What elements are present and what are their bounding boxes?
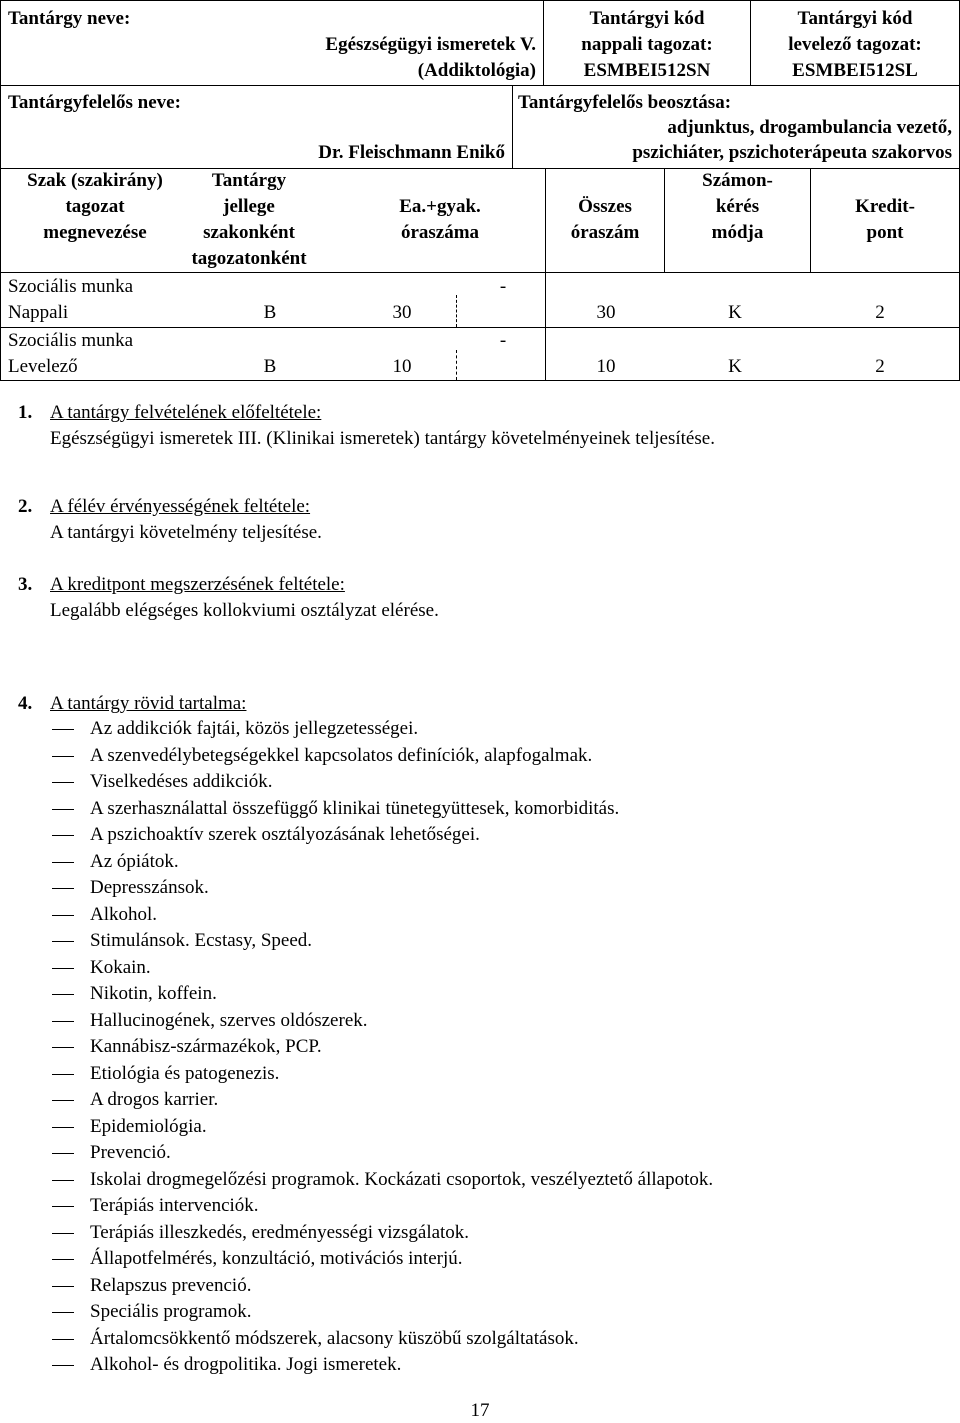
row-2-hours: 10 [392, 356, 412, 377]
col-type-line-1: Tantárgy [211, 170, 287, 191]
position-value: adjunktus, drogambulancia vezető, [667, 117, 952, 138]
section-1-number: 1. [18, 402, 33, 423]
list-item: Ártalomcsökkentő módszerek, alacsony küszöbű szolgáltatások. [52, 1326, 952, 1353]
col-hours-line-1: Ea.+gyak. [399, 196, 481, 217]
col-total-header [546, 194, 664, 246]
section-2 [18, 494, 322, 546]
section-3-body: Legalább elégséges kollokviumi osztályzat elérése. [50, 600, 439, 621]
subject-name-label: Tantárgy neve: [8, 8, 131, 29]
col-exam-line-1: Számon- [702, 170, 773, 191]
list-item: Állapotfelmérés, konzultáció, motivációs interjú. [52, 1246, 952, 1273]
code-day-label: Tantárgyi kód [589, 8, 705, 29]
course-header-table [0, 0, 960, 381]
list-item: Iskolai drogmegelőzési programok. Kockázati csoportok, veszélyeztető állapotok. [52, 1167, 952, 1194]
list-item: Alkohol- és drogpolitika. Jogi ismeretek. [52, 1352, 952, 1379]
list-item: Kannábisz-származékok, PCP. [52, 1034, 952, 1061]
subject-name-value-2: (Addiktológia) [417, 60, 536, 81]
list-item: Alkohol. [52, 902, 952, 929]
col-type-line-4: tagozatonként [191, 248, 307, 269]
section-3-number: 3. [18, 574, 33, 595]
responsible-value: Dr. Fleischmann Enikő [318, 142, 505, 163]
col-total-line-1: Összes [578, 196, 632, 217]
list-item: A szerhasználattal összefüggő klinikai tünetegyüttesek, komorbiditás. [52, 796, 952, 823]
row-1-exam: K [728, 302, 742, 323]
list-item: A drogos karrier. [52, 1087, 952, 1114]
row-1-dash: - [499, 276, 507, 297]
list-item: Prevenció. [52, 1140, 952, 1167]
page-number: 17 [470, 1400, 490, 1421]
col-major-line-2: tagozat [65, 196, 125, 217]
list-item: Depresszánsok. [52, 875, 952, 902]
list-item: Speciális programok. [52, 1299, 952, 1326]
section-2-body: A tantárgyi követelmény teljesítése. [50, 522, 322, 543]
section-2-title: A félév érvényességének feltétele: [50, 496, 311, 517]
row-1-major: Szociális munka [8, 276, 134, 297]
list-item: Relapszus prevenció. [52, 1273, 952, 1300]
list-item: Nikotin, koffein. [52, 981, 952, 1008]
list-item: Viselkedéses addikciók. [52, 769, 952, 796]
list-item: Hallucinogének, szerves oldószerek. [52, 1008, 952, 1035]
code-corr-label: Tantárgyi kód [797, 8, 913, 29]
row-2-exam: K [728, 356, 742, 377]
row-1-type: B [263, 302, 277, 323]
col-credit-header [811, 194, 959, 246]
col-exam-line-3: módja [711, 222, 764, 243]
responsible-label: Tantárgyfelelős neve: [8, 92, 181, 113]
section-1-title: A tantárgy felvételének előfeltétele: [50, 402, 322, 423]
section-4-number: 4. [18, 693, 33, 714]
section-3 [18, 572, 439, 624]
list-item: Epidemiológia. [52, 1114, 952, 1141]
code-corr-label-2: levelező tagozat: [788, 34, 922, 55]
code-day-value: ESMBEI512SN [583, 60, 711, 81]
section-3-title: A kreditpont megszerzésének feltétele: [50, 574, 345, 595]
list-item: Az ópiátok. [52, 849, 952, 876]
list-item: Terápiás intervenciók. [52, 1193, 952, 1220]
row-2-type: B [263, 356, 277, 377]
section-1-body: Egészségügyi ismeretek III. (Klinikai ismeretek) tantárgy követelményeinek teljesítése. [50, 428, 715, 449]
content-list [52, 716, 952, 1379]
row-2-dash: - [499, 330, 507, 351]
section-2-number: 2. [18, 496, 33, 517]
col-major-line-3: megnevezése [43, 222, 147, 243]
section-4-title: A tantárgy rövid tartalma: [50, 693, 247, 714]
col-credit-line-1: Kredit- [855, 196, 915, 217]
code-corr-value: ESMBEI512SL [792, 60, 918, 81]
col-major-line-1: Szak (szakirány) [27, 170, 163, 191]
col-major-header [0, 168, 190, 246]
col-exam-line-2: kérés [715, 196, 760, 217]
row-2-credit: 2 [875, 356, 885, 377]
row-1-hours: 30 [392, 302, 412, 323]
row-2-major: Szociális munka [8, 330, 134, 351]
section-1 [18, 400, 715, 452]
col-type-line-2: jellege [223, 196, 275, 217]
row-1-total: 30 [596, 302, 616, 323]
row-2-mode: Levelező [8, 356, 78, 377]
col-hours-header [370, 194, 510, 246]
position-value-2: pszichiáter, pszichoterápeuta szakorvos [632, 142, 952, 163]
subject-name-value: Egészségügyi ismeretek V. [325, 34, 536, 55]
row-2-total: 10 [596, 356, 616, 377]
code-day-label-2: nappali tagozat: [581, 34, 713, 55]
list-item: Kokain. [52, 955, 952, 982]
col-hours-line-2: óraszáma [400, 222, 480, 243]
list-item: Az addikciók fajtái, közös jellegzetességei. [52, 716, 952, 743]
col-type-line-3: szakonként [203, 222, 295, 243]
col-type-header [190, 168, 308, 272]
col-total-line-2: óraszám [570, 222, 640, 243]
list-item: A pszichoaktív szerek osztályozásának lehetőségei. [52, 822, 952, 849]
list-item: Terápiás illeszkedés, eredményességi vizsgálatok. [52, 1220, 952, 1247]
row-1-mode: Nappali [8, 302, 69, 323]
row-1-credit: 2 [875, 302, 885, 323]
col-exam-header [665, 168, 810, 246]
list-item: Etiológia és patogenezis. [52, 1061, 952, 1088]
list-item: Stimulánsok. Ecstasy, Speed. [52, 928, 952, 955]
section-4 [18, 691, 246, 717]
list-item: A szenvedélybetegségekkel kapcsolatos definíciók, alapfogalmak. [52, 743, 952, 770]
position-label: Tantárgyfelelős beosztása: [518, 92, 732, 113]
col-credit-line-2: pont [866, 222, 904, 243]
